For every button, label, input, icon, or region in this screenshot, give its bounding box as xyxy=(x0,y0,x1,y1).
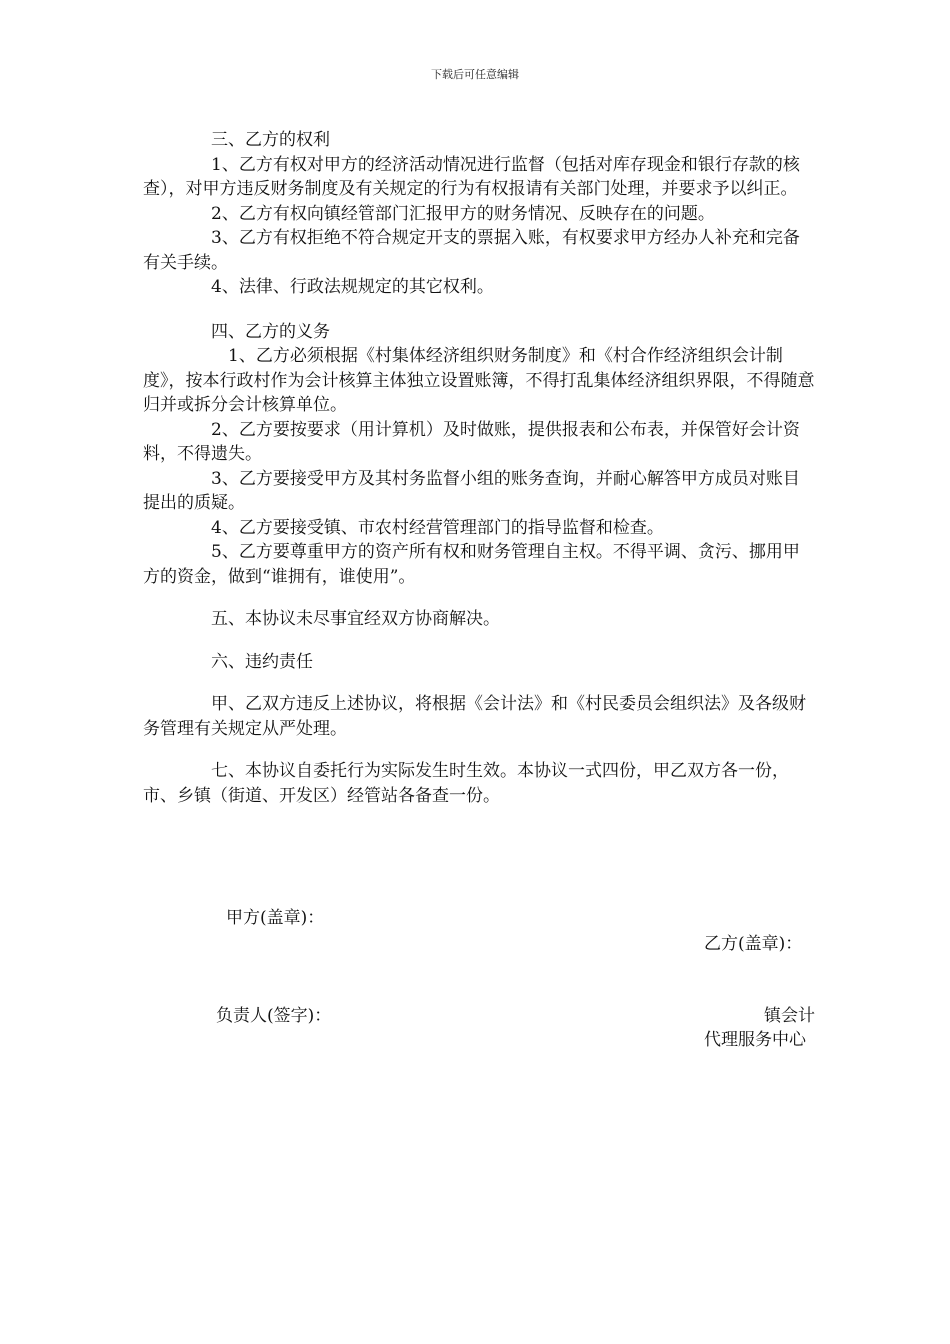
section-5: 五、本协议未尽事宜经双方协商解决。 xyxy=(211,609,500,629)
org-name-line-1: 镇会计 xyxy=(764,1006,815,1026)
section-3-item-2: 2、乙方有权向镇经管部门汇报甲方的财务情况、反映存在的问题。 xyxy=(211,203,715,224)
section-7: 七、本协议自委托行为实际发生时生效。本协议一式四份，甲乙双方各一份，市、乡镇（街道、开发区）经管站各备查一份。 xyxy=(143,761,789,806)
page-header: 下载后可任意编辑 xyxy=(431,68,519,81)
party-b-seal-label: 乙方(盖章)： xyxy=(704,934,803,954)
section-6-title: 六、违约责任 xyxy=(211,651,313,672)
section-4-item-1: 1、乙方必须根据《村集体经济组织财务制度》和《村合作经济组织会计制度》，按本行政村作为会计核算主体独立设置账簿，不得打乱集体经济组织界限，不得随意归并或拆分会计核算单位。 xyxy=(143,346,815,415)
section-4-item-2: 2、乙方要按要求（用计算机）及时做账，提供报表和公布表，并保管好会计资料，不得遗失。 xyxy=(143,419,800,464)
responsible-signature-label: 负责人(签字)： xyxy=(216,1006,332,1026)
document-body xyxy=(143,128,815,808)
org-name-line-2: 代理服务中心 xyxy=(704,1030,806,1050)
section-3-item-1: 1、乙方有权对甲方的经济活动情况进行监督（包括对库存现金和银行存款的核查），对甲方违反财务制度及有关规定的行为有权报请有关部门处理，并要求予以纠正。 xyxy=(143,154,800,199)
section-4-title: 四、乙方的义务 xyxy=(211,321,330,342)
party-a-seal-label: 甲方(盖章)： xyxy=(226,908,325,928)
section-4-item-4: 4、乙方要接受镇、市农村经营管理部门的指导监督和检查。 xyxy=(211,517,664,538)
section-3-title: 三、乙方的权利 xyxy=(211,130,330,150)
section-3-item-3: 3、乙方有权拒绝不符合规定开支的票据入账，有权要求甲方经办人补充和完备有关手续。 xyxy=(143,228,800,273)
section-4-item-3: 3、乙方要接受甲方及其村务监督小组的账务查询，并耐心解答甲方成员对账目提出的质疑。 xyxy=(143,468,800,513)
section-4-item-5: 5、乙方要尊重甲方的资产所有权和财务管理自主权。不得平调、贪污、挪用甲方的资金，做到“谁拥有，谁使用”。 xyxy=(143,542,800,587)
section-6-text: 甲、乙双方违反上述协议，将根据《会计法》和《村民委员会组织法》及各级财务管理有关规定从严处理。 xyxy=(143,694,806,739)
section-3-item-4: 4、法律、行政法规规定的其它权利。 xyxy=(211,277,494,297)
